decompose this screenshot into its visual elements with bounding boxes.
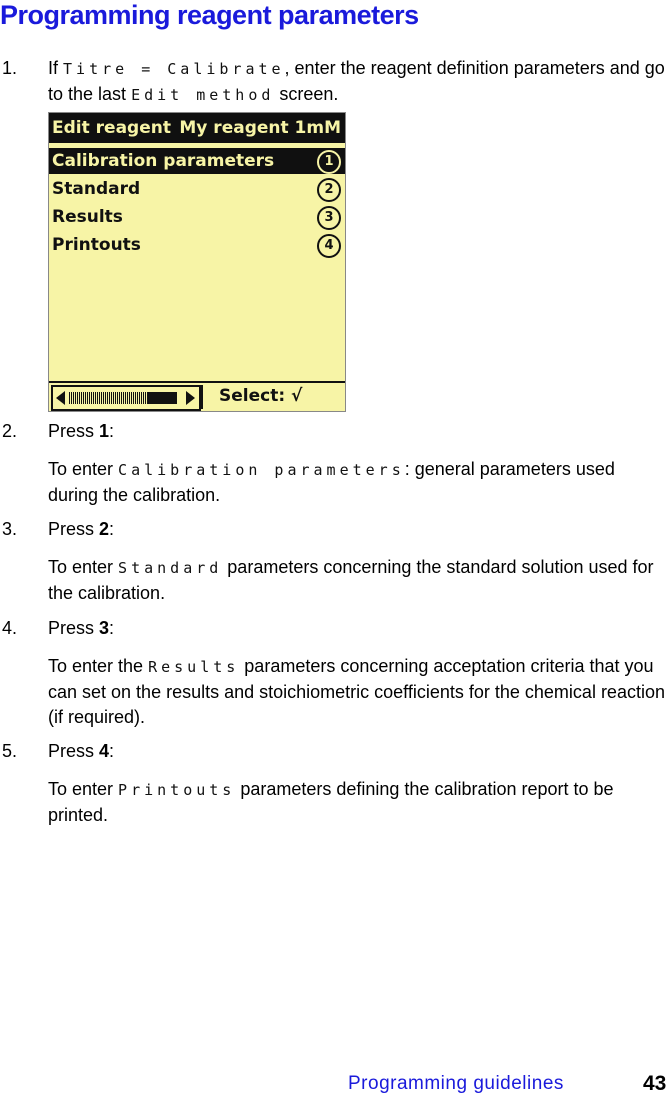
menu-item-results[interactable]: Results 3 [49,204,345,230]
step-4-number: 4. [2,618,18,638]
menu-item-calibration-parameters[interactable]: Calibration parameters 1 [49,148,345,174]
key-2: 2 [99,519,110,539]
page-number: 43 [643,1072,667,1095]
step-3-number: 3. [2,519,18,539]
circled-number-1-icon: 1 [317,150,341,174]
page-title: Programming reagent parameters [0,0,419,30]
screen-header-reagent: My reagent 1mM [179,118,341,138]
scrollbar-thumb[interactable] [147,392,177,404]
circled-number-2-icon: 2 [317,178,341,202]
code-results: Results [148,658,240,676]
scrollbar[interactable] [51,385,201,411]
step-5-description: To enter Printouts parameters defining the calibration report to be printed. [48,779,614,825]
select-softkey-label[interactable]: Select: √ [219,386,303,406]
step-1-text: If Titre = Calibrate, enter the reagent definition parameters and go to the last Edit method screen. [48,58,665,104]
code-printouts: Printouts [118,781,236,799]
code-calibration-parameters: Calibration parameters [118,461,405,479]
circled-number-3-icon: 3 [317,206,341,230]
step-2-description: To enter Calibration parameters: general parameters used during the calibration. [48,459,615,505]
step-3-press: Press 2: [48,519,115,539]
menu-item-standard[interactable]: Standard 2 [49,176,345,202]
scroll-left-arrow-icon[interactable] [56,391,65,405]
screen-header [49,113,345,143]
device-screen [48,112,346,412]
screen-footer [49,381,345,411]
footer-section-title: Programming guidelines [348,1073,564,1094]
step-5-press: Press 4: [48,741,115,761]
screen-header-title: Edit reagent [52,118,171,138]
code-edit-method: Edit method [131,86,275,104]
code-standard: Standard [118,559,223,577]
key-1: 1 [99,421,110,441]
step-4-press: Press 3: [48,618,115,638]
scroll-right-arrow-icon[interactable] [186,391,195,405]
step-3-description: To enter Standard parameters concerning the standard solution used for the calibration. [48,557,654,603]
footer-divider [201,385,203,409]
step-2-press: Press 1: [48,421,115,441]
key-3: 3 [99,618,110,638]
step-2-number: 2. [2,421,18,441]
circled-number-4-icon: 4 [317,234,341,258]
key-4: 4 [99,741,110,761]
menu-item-printouts[interactable]: Printouts 4 [49,232,345,258]
step-4-description: To enter the Results parameters concerning acceptation criteria that you can set on the results and stoichiometric coefficients for the chemical reaction (if required). [48,656,665,727]
step-5-number: 5. [2,741,18,761]
step-1-number: 1. [2,58,18,78]
code-titre-calibrate: Titre = Calibrate [63,60,285,78]
